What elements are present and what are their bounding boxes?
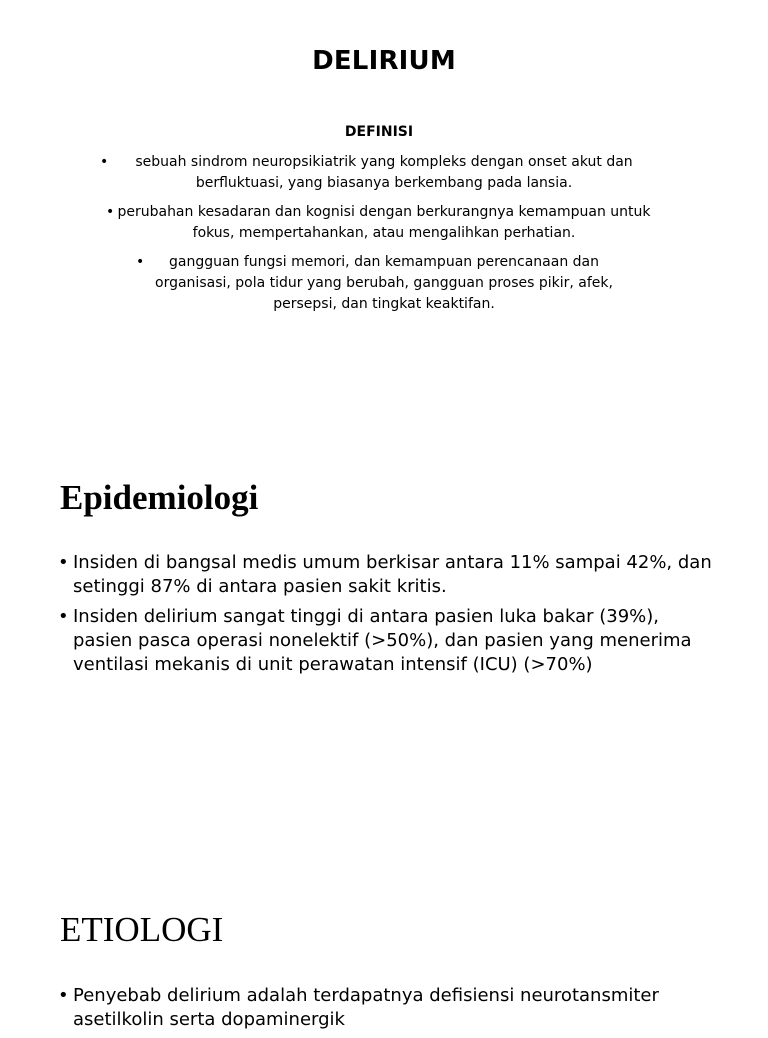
- bullet-list: [100, 152, 668, 323]
- list-item: [58, 605, 718, 677]
- slide-delirium-definisi: [0, 0, 768, 440]
- bullet-icon: •: [58, 606, 69, 627]
- bullet-list: [58, 984, 718, 1038]
- slide-epidemiologi: [0, 440, 768, 880]
- bullet-icon: •: [58, 552, 69, 573]
- list-item-text: Insiden di bangsal medis umum berkisar antara 11% sampai 42%, dan setinggi 87% di antara pasien sakit kritis.: [73, 552, 712, 597]
- list-item: [58, 984, 718, 1032]
- slide-title: DELIRIUM: [312, 46, 456, 76]
- bullet-icon: •: [100, 154, 109, 170]
- list-item-text: Insiden delirium sangat tinggi di antara pasien luka bakar (39%), pasien pasca operasi nonelektif (>50%), dan pasien yang menerima ventilasi mekanis di unit perawatan intensif (ICU) (>70%): [73, 606, 692, 675]
- slide-etiologi: [0, 880, 768, 1030]
- slide-subtitle: DEFINISI: [344, 124, 414, 140]
- bullet-list: [58, 551, 718, 683]
- slide-title: ETIOLOGI: [60, 910, 224, 949]
- list-item-text: perubahan kesadaran dan kognisi dengan berkurangnya kemampuan untuk fokus, mempertahankan, atau mengalihkan perhatian.: [117, 204, 651, 241]
- slide-title: Epidemiologi: [60, 478, 259, 517]
- list-item-text: sebuah sindrom neuropsikiatrik yang kompleks dengan onset akut dan berfluktuasi, yang biasanya berkembang pada lansia.: [135, 154, 633, 191]
- list-item-text: gangguan fungsi memori, dan kemampuan perencanaan dan organisasi, pola tidur yang berubah, gangguan proses pikir, afek, persepsi, dan tingkat keaktifan.: [155, 254, 613, 312]
- list-item: [100, 152, 668, 194]
- bullet-icon: •: [58, 985, 69, 1006]
- list-item: [100, 202, 668, 244]
- list-item-text: Penyebab delirium adalah terdapatnya defisiensi neurotansmiter asetilkolin serta dopaminergik: [73, 985, 659, 1030]
- list-item: [100, 252, 668, 315]
- bullet-icon: •: [106, 204, 115, 220]
- list-item: [58, 551, 718, 599]
- bullet-icon: •: [136, 254, 145, 270]
